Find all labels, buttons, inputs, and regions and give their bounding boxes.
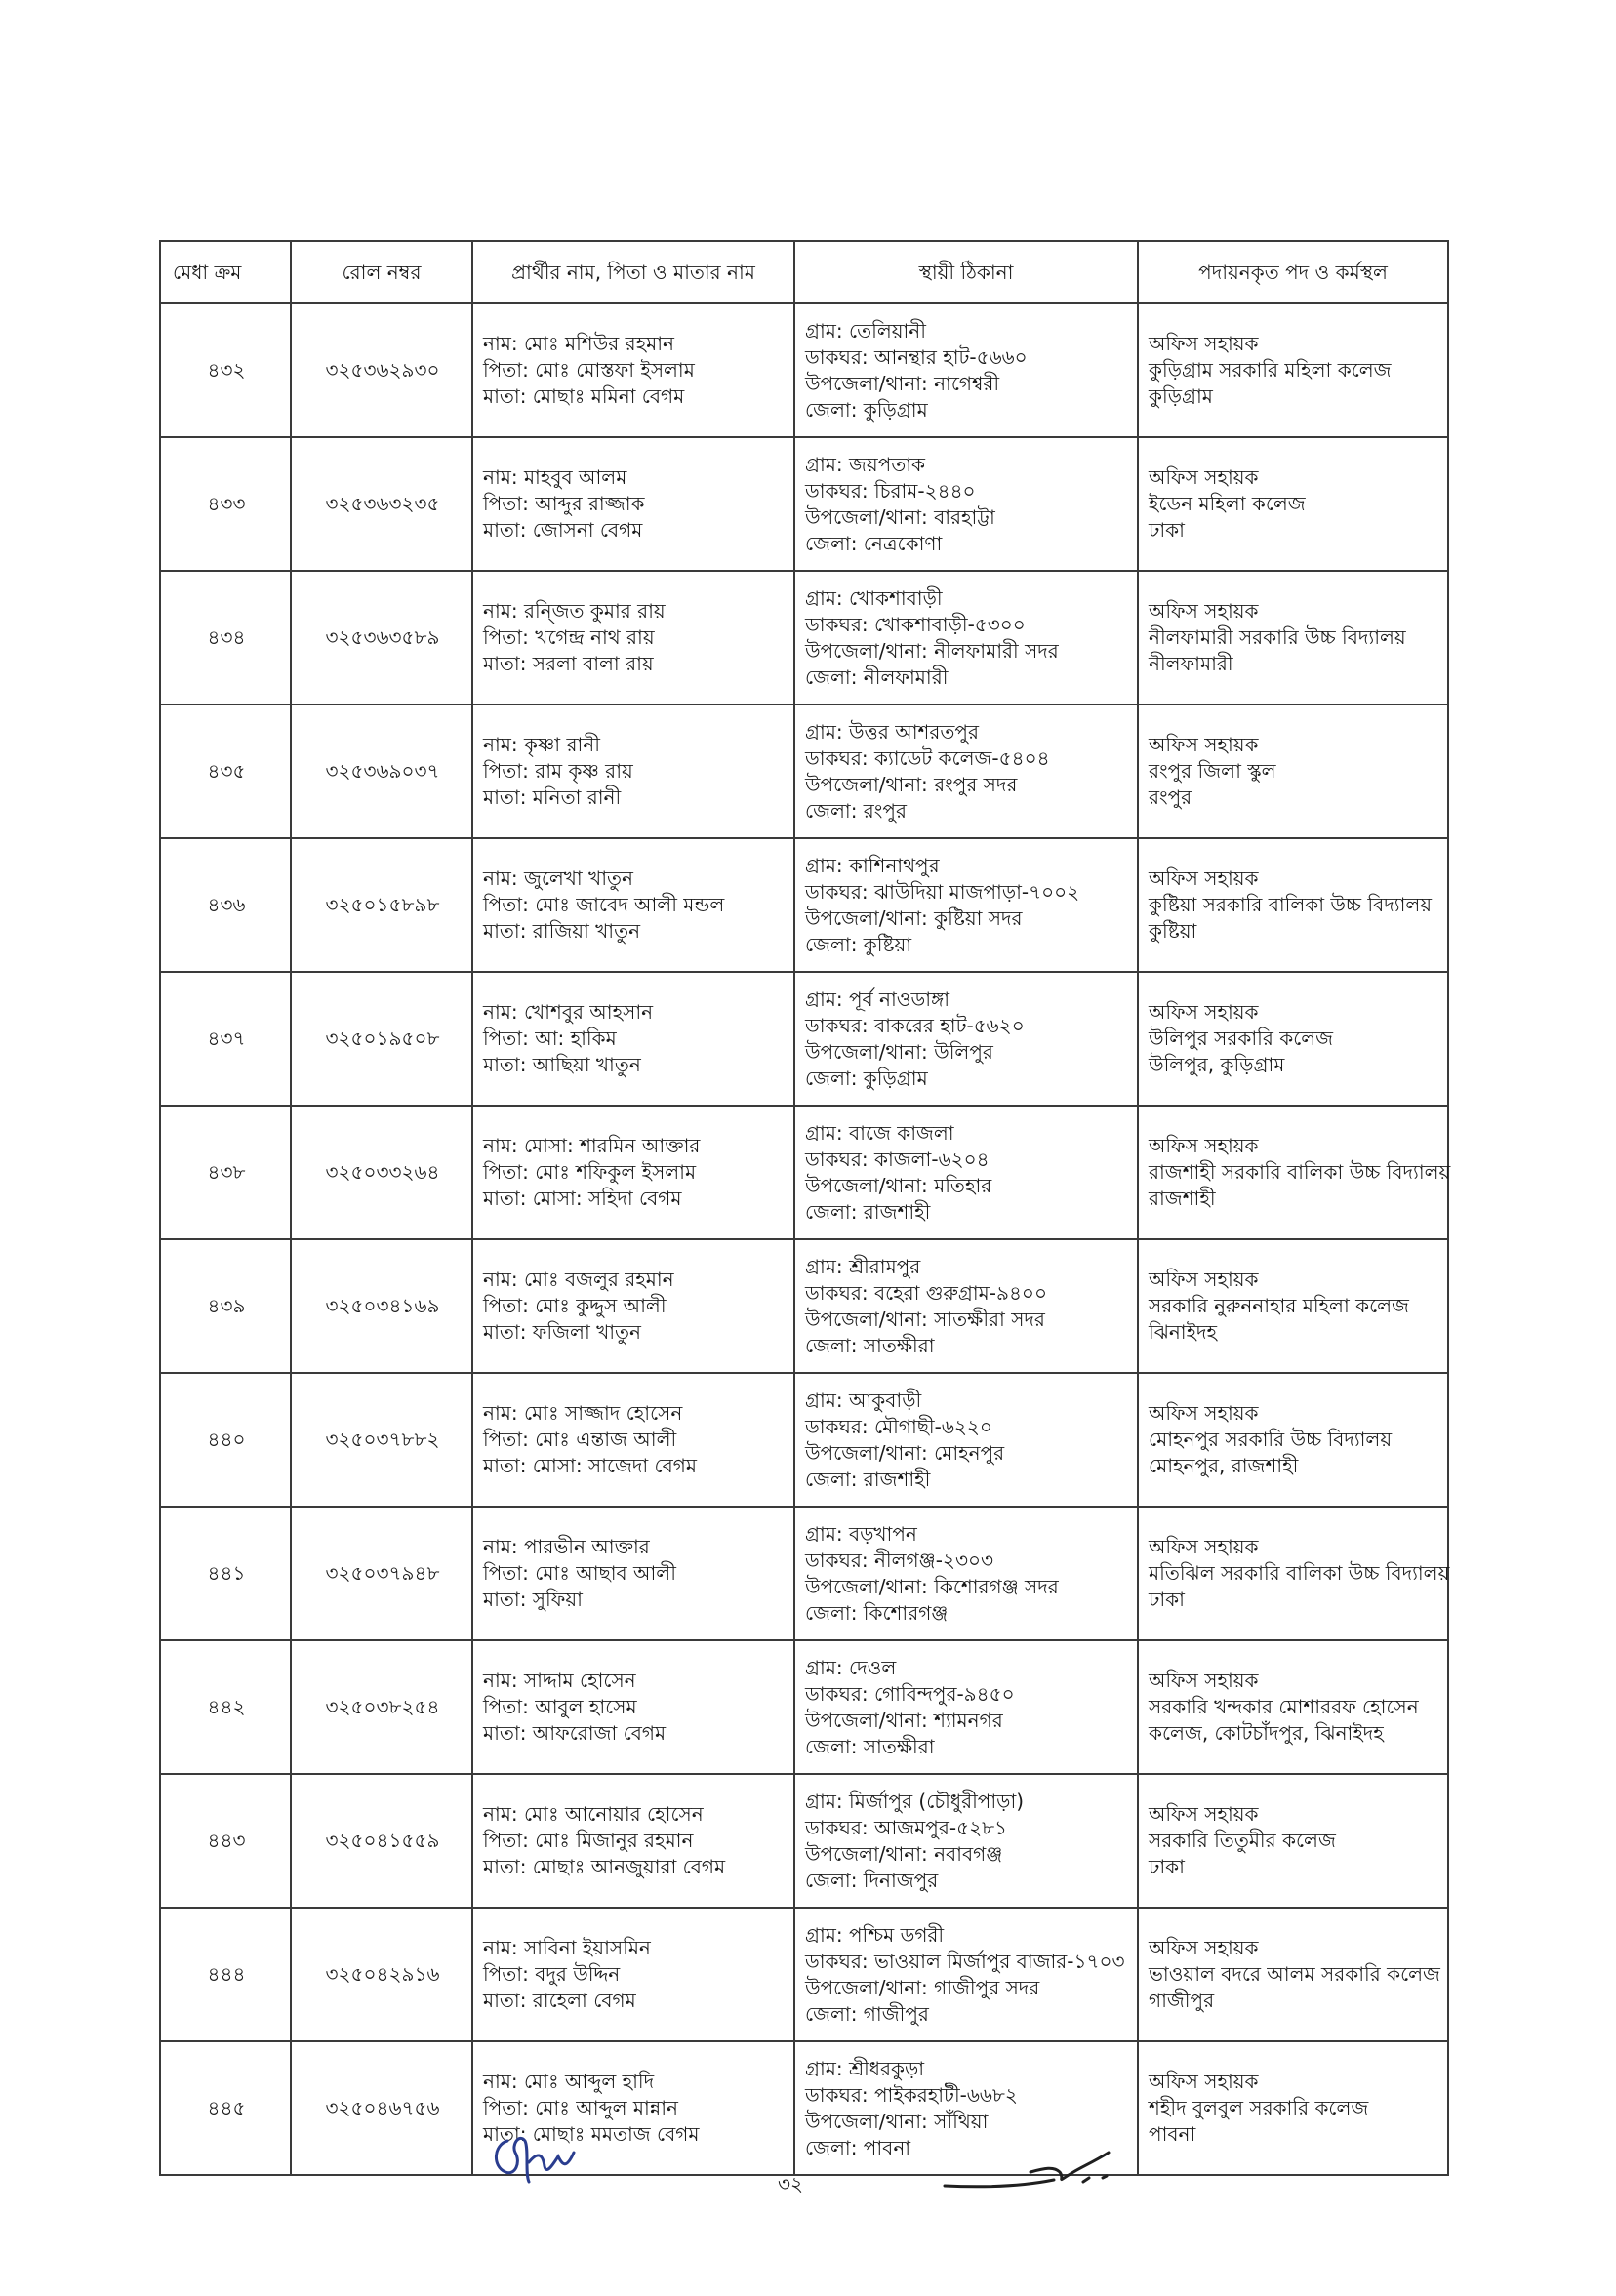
candidate-name-cell bbox=[472, 972, 794, 1106]
workplace-location: ঢাকা bbox=[1149, 1588, 1185, 1611]
roll-number-cell: ৩২৫৩৬৩২৩৫ bbox=[291, 437, 472, 571]
address-post-office: ডাকঘর: ঝাউদিয়া মাজপাড়া-৭০০২ bbox=[805, 879, 1080, 904]
candidate-name: নাম: মোঃ মশিউর রহমান bbox=[483, 332, 674, 355]
merit-rank-cell: ৪৩৭ bbox=[160, 972, 291, 1106]
post-title: অফিস সহায়ক bbox=[1149, 866, 1259, 890]
address-upazila: উপজেলা/থানা: শ্যামনগর bbox=[805, 1708, 1003, 1732]
table-row bbox=[160, 1640, 1448, 1774]
address-district: জেলা: পাবনা bbox=[805, 2135, 911, 2159]
workplace-name: সরকারি তিতুমীর কলেজ bbox=[1149, 1829, 1336, 1852]
permanent-address-cell bbox=[794, 303, 1138, 437]
address-village: গ্রাম: উত্তর আশরতপুর bbox=[805, 719, 979, 744]
roll-number-cell: ৩২৫৩৬৯০৩৭ bbox=[291, 705, 472, 838]
address-upazila: উপজেলা/থানা: মতিহার bbox=[805, 1173, 992, 1197]
post-title: অফিস সহায়ক bbox=[1149, 465, 1259, 489]
candidate-posting-table bbox=[159, 240, 1449, 2176]
address-upazila: উপজেলা/থানা: সাঁথিয়া bbox=[805, 2109, 989, 2133]
candidate-name-cell bbox=[472, 571, 794, 705]
merit-rank-cell: ৪৩৯ bbox=[160, 1239, 291, 1373]
workplace-name: ভাওয়াল বদরে আলম সরকারি কলেজ bbox=[1149, 1962, 1440, 1986]
permanent-address-cell bbox=[794, 972, 1138, 1106]
mother-name: মাতা: সুফিয়া bbox=[483, 1588, 583, 1611]
mother-name: মাতা: ফজিলা খাতুন bbox=[483, 1320, 641, 1344]
mother-name: মাতা: রাজিয়া খাতুন bbox=[483, 919, 641, 943]
posting-cell bbox=[1138, 1507, 1448, 1640]
mother-name: মাতা: মনিতা রানী bbox=[483, 785, 622, 809]
roll-number-cell: ৩২৫০৩৪১৬৯ bbox=[291, 1239, 472, 1373]
father-name: পিতা: মোঃ কুদ্দুস আলী bbox=[483, 1294, 667, 1317]
signature-initial-left bbox=[486, 2123, 593, 2192]
address-upazila: উপজেলা/থানা: নাগেশ্বরী bbox=[805, 371, 1000, 395]
mother-name: মাতা: রাহেলা বেগম bbox=[483, 1989, 636, 2012]
merit-rank-cell: ৪৩৬ bbox=[160, 838, 291, 972]
father-name: পিতা: মোঃ আব্দুল মান্নান bbox=[483, 2096, 678, 2119]
merit-rank-cell: ৪৪২ bbox=[160, 1640, 291, 1774]
workplace-location: মোহনপুর, রাজশাহী bbox=[1149, 1454, 1299, 1477]
candidate-name-cell bbox=[472, 1908, 794, 2041]
workplace-name: শহীদ বুলবুল সরকারি কলেজ bbox=[1149, 2096, 1369, 2119]
address-district: জেলা: সাতক্ষীরা bbox=[805, 1734, 935, 1758]
table-row bbox=[160, 2041, 1448, 2175]
roll-number-cell: ৩২৫০৪৬৭৫৬ bbox=[291, 2041, 472, 2175]
address-village: গ্রাম: মির্জাপুর (চৌধুরীপাড়া) bbox=[805, 1789, 1025, 1813]
roll-number-cell: ৩২৫০৪২৯১৬ bbox=[291, 1908, 472, 2041]
address-village: গ্রাম: শ্রীধরকুড়া bbox=[805, 2056, 925, 2080]
workplace-name: মতিঝিল সরকারি বালিকা উচ্চ বিদ্যালয় bbox=[1149, 1561, 1450, 1585]
workplace-name: মোহনপুর সরকারি উচ্চ বিদ্যালয় bbox=[1149, 1428, 1393, 1451]
mother-name: মাতা: মোছাঃ মমতাজ বেগম bbox=[483, 2122, 700, 2146]
address-post-office: ডাকঘর: খোকশাবাড়ী-৫৩০০ bbox=[805, 612, 1026, 636]
header-merit-rank: মেধা ক্রম bbox=[160, 241, 291, 303]
candidate-name: নাম: জুলেখা খাতুন bbox=[483, 866, 633, 890]
table-header-row bbox=[160, 241, 1448, 303]
address-post-office: ডাকঘর: চিরাম-২৪৪০ bbox=[805, 478, 976, 503]
post-title: অফিস সহায়ক bbox=[1149, 332, 1259, 355]
address-upazila: উপজেলা/থানা: নবাবগঞ্জ bbox=[805, 1841, 1003, 1866]
workplace-location: কলেজ, কোটচাঁদপুর, ঝিনাইদহ bbox=[1149, 1721, 1384, 1745]
address-village: গ্রাম: দেওল bbox=[805, 1655, 897, 1679]
father-name: পিতা: রাম কৃষ্ণ রায় bbox=[483, 759, 633, 783]
workplace-name: নীলফামারী সরকারি উচ্চ বিদ্যালয় bbox=[1149, 625, 1406, 649]
father-name: পিতা: মোঃ মোস্তফা ইসলাম bbox=[483, 358, 695, 382]
merit-rank-cell: ৪৪৩ bbox=[160, 1774, 291, 1908]
post-title: অফিস সহায়ক bbox=[1149, 1535, 1259, 1558]
address-district: জেলা: নেত্রকোণা bbox=[805, 531, 943, 555]
address-district: জেলা: রংপুর bbox=[805, 798, 907, 823]
address-district: জেলা: কিশোরগঞ্জ bbox=[805, 1600, 949, 1625]
table-row bbox=[160, 1106, 1448, 1239]
posting-cell bbox=[1138, 1239, 1448, 1373]
posting-cell bbox=[1138, 2041, 1448, 2175]
workplace-name: উলিপুর সরকারি কলেজ bbox=[1149, 1027, 1334, 1050]
posting-cell bbox=[1138, 571, 1448, 705]
merit-rank-cell: ৪৪০ bbox=[160, 1373, 291, 1507]
address-village: গ্রাম: আকুবাড়ী bbox=[805, 1388, 922, 1412]
address-upazila: উপজেলা/থানা: সাতক্ষীরা সদর bbox=[805, 1307, 1045, 1331]
post-title: অফিস সহায়ক bbox=[1149, 1802, 1259, 1826]
father-name: পিতা: বদুর উদ্দিন bbox=[483, 1962, 621, 1986]
post-title: অফিস সহায়ক bbox=[1149, 1000, 1259, 1024]
permanent-address-cell bbox=[794, 1106, 1138, 1239]
father-name: পিতা: মোঃ আছাব আলী bbox=[483, 1561, 676, 1585]
workplace-location: উলিপুর, কুড়িগ্রাম bbox=[1149, 1053, 1285, 1076]
permanent-address-cell bbox=[794, 1239, 1138, 1373]
mother-name: মাতা: আফরোজা বেগম bbox=[483, 1721, 667, 1745]
candidate-name: নাম: মোঃ আনোয়ার হোসেন bbox=[483, 1802, 704, 1826]
address-upazila: উপজেলা/থানা: মোহনপুর bbox=[805, 1440, 1005, 1465]
candidate-name: নাম: মোসা: শারমিন আক্তার bbox=[483, 1134, 701, 1157]
posting-cell bbox=[1138, 1373, 1448, 1507]
address-post-office: ডাকঘর: কাজলা-৬২০৪ bbox=[805, 1147, 990, 1171]
header-roll-number: রোল নম্বর bbox=[291, 241, 472, 303]
permanent-address-cell bbox=[794, 1640, 1138, 1774]
address-district: জেলা: কুড়িগ্রাম bbox=[805, 397, 928, 422]
header-candidate-name: প্রার্থীর নাম, পিতা ও মাতার নাম bbox=[472, 241, 794, 303]
father-name: পিতা: মোঃ এন্তাজ আলী bbox=[483, 1428, 677, 1451]
address-village: গ্রাম: বাজে কাজলা bbox=[805, 1120, 954, 1145]
post-title: অফিস সহায়ক bbox=[1149, 2070, 1259, 2093]
workplace-location: নীলফামারী bbox=[1149, 652, 1233, 675]
address-village: গ্রাম: পূর্ব নাওডাঙ্গা bbox=[805, 987, 950, 1011]
candidate-name-cell bbox=[472, 1373, 794, 1507]
father-name: পিতা: খগেন্দ্র নাথ রায় bbox=[483, 625, 655, 649]
candidate-name-cell bbox=[472, 1106, 794, 1239]
posting-cell bbox=[1138, 838, 1448, 972]
header-permanent-address: স্থায়ী ঠিকানা bbox=[794, 241, 1138, 303]
address-post-office: ডাকঘর: বহেরা গুরুগ্রাম-৯৪০০ bbox=[805, 1280, 1047, 1305]
father-name: পিতা: আবুল হাসেম bbox=[483, 1695, 637, 1718]
table-row bbox=[160, 437, 1448, 571]
mother-name: মাতা: জোসনা বেগম bbox=[483, 518, 643, 542]
address-post-office: ডাকঘর: বাকরের হাট-৫৬২০ bbox=[805, 1013, 1025, 1037]
address-village: গ্রাম: শ্রীরামপুর bbox=[805, 1254, 921, 1278]
roll-number-cell: ৩২৫৩৬২৯৩০ bbox=[291, 303, 472, 437]
posting-cell bbox=[1138, 972, 1448, 1106]
permanent-address-cell bbox=[794, 571, 1138, 705]
father-name: পিতা: আব্দুর রাজ্জাক bbox=[483, 492, 645, 515]
candidate-name: নাম: মাহবুব আলম bbox=[483, 465, 627, 489]
address-district: জেলা: কুড়িগ্রাম bbox=[805, 1066, 928, 1090]
candidate-name-cell bbox=[472, 1507, 794, 1640]
posting-cell bbox=[1138, 437, 1448, 571]
workplace-name: সরকারি খন্দকার মোশাররফ হোসেন bbox=[1149, 1695, 1419, 1718]
table-row bbox=[160, 303, 1448, 437]
workplace-location: গাজীপুর bbox=[1149, 1989, 1215, 2012]
address-village: গ্রাম: জয়পতাক bbox=[805, 452, 926, 476]
workplace-name: রংপুর জিলা স্কুল bbox=[1149, 759, 1276, 783]
page-number: ৩২ bbox=[777, 2172, 803, 2195]
address-post-office: ডাকঘর: নীলগঞ্জ-২৩০৩ bbox=[805, 1548, 993, 1572]
table-body bbox=[160, 303, 1451, 2175]
signature-right bbox=[937, 2143, 1142, 2201]
workplace-name: কুষ্টিয়া সরকারি বালিকা উচ্চ বিদ্যালয় bbox=[1149, 893, 1433, 916]
workplace-location: রংপুর bbox=[1149, 785, 1192, 809]
workplace-location: ঢাকা bbox=[1149, 518, 1185, 542]
address-post-office: ডাকঘর: আজমপুর-৫২৮১ bbox=[805, 1815, 1008, 1839]
address-upazila: উপজেলা/থানা: রংপুর সদর bbox=[805, 772, 1018, 796]
address-district: জেলা: নীলফামারী bbox=[805, 665, 949, 689]
merit-rank-cell: ৪৪১ bbox=[160, 1507, 291, 1640]
permanent-address-cell bbox=[794, 437, 1138, 571]
posting-cell bbox=[1138, 1640, 1448, 1774]
table-row bbox=[160, 838, 1448, 972]
address-district: জেলা: কুষ্টিয়া bbox=[805, 932, 912, 956]
address-village: গ্রাম: খোকশাবাড়ী bbox=[805, 585, 943, 610]
address-post-office: ডাকঘর: পাইকরহাটী-৬৬৮২ bbox=[805, 2082, 1018, 2107]
address-district: জেলা: রাজশাহী bbox=[805, 1467, 931, 1491]
roll-number-cell: ৩২৫০১৫৮৯৮ bbox=[291, 838, 472, 972]
mother-name: মাতা: আছিয়া খাতুন bbox=[483, 1053, 641, 1076]
table-row bbox=[160, 705, 1448, 838]
address-village: গ্রাম: বড়খাপন bbox=[805, 1521, 917, 1546]
father-name: পিতা: মোঃ মিজানুর রহমান bbox=[483, 1829, 694, 1852]
father-name: পিতা: মোঃ শফিকুল ইসলাম bbox=[483, 1160, 697, 1184]
father-name: পিতা: আ: হাকিম bbox=[483, 1027, 617, 1050]
posting-cell bbox=[1138, 1908, 1448, 2041]
post-title: অফিস সহায়ক bbox=[1149, 1936, 1259, 1959]
address-district: জেলা: গাজীপুর bbox=[805, 2001, 929, 2026]
posting-cell bbox=[1138, 1774, 1448, 1908]
workplace-location: পাবনা bbox=[1149, 2122, 1196, 2146]
merit-rank-cell: ৪৩২ bbox=[160, 303, 291, 437]
workplace-name: সরকারি নুরুননাহার মহিলা কলেজ bbox=[1149, 1294, 1409, 1317]
candidate-name-cell bbox=[472, 705, 794, 838]
table-row bbox=[160, 972, 1448, 1106]
address-post-office: ডাকঘর: মৌগাছী-৬২২০ bbox=[805, 1414, 992, 1438]
post-title: অফিস সহায়ক bbox=[1149, 1401, 1259, 1425]
table-row bbox=[160, 571, 1448, 705]
candidate-name: নাম: মোঃ সাজ্জাদ হোসেন bbox=[483, 1401, 683, 1425]
address-upazila: উপজেলা/থানা: গাজীপুর সদর bbox=[805, 1975, 1040, 1999]
table-row bbox=[160, 1373, 1448, 1507]
post-title: অফিস সহায়ক bbox=[1149, 599, 1259, 623]
workplace-location: কুষ্টিয়া bbox=[1149, 919, 1197, 943]
address-district: জেলা: রাজশাহী bbox=[805, 1199, 931, 1224]
header-post-and-workplace: পদায়নকৃত পদ ও কর্মস্থল bbox=[1138, 241, 1448, 303]
permanent-address-cell bbox=[794, 1908, 1138, 2041]
candidate-name: নাম: মোঃ বজলুর রহমান bbox=[483, 1268, 674, 1291]
table-row bbox=[160, 1239, 1448, 1373]
address-village: গ্রাম: তেলিয়ানী bbox=[805, 318, 926, 342]
merit-rank-cell: ৪৩৫ bbox=[160, 705, 291, 838]
workplace-location: ঝিনাইদহ bbox=[1149, 1320, 1218, 1344]
roll-number-cell: ৩২৫০৩৭৯৪৮ bbox=[291, 1507, 472, 1640]
roll-number-cell: ৩২৫০৩৮২৫৪ bbox=[291, 1640, 472, 1774]
candidate-name: নাম: রন্জিত কুমার রায় bbox=[483, 599, 666, 623]
mother-name: মাতা: সরলা বালা রায় bbox=[483, 652, 654, 675]
address-post-office: ডাকঘর: গোবিন্দপুর-৯৪৫০ bbox=[805, 1681, 1015, 1706]
address-upazila: উপজেলা/থানা: নীলফামারী সদর bbox=[805, 638, 1059, 663]
roll-number-cell: ৩২৫০১৯৫০৮ bbox=[291, 972, 472, 1106]
address-village: গ্রাম: পশ্চিম ডগরী bbox=[805, 1922, 945, 1947]
merit-rank-cell: ৪৩৩ bbox=[160, 437, 291, 571]
merit-rank-cell: ৪৩৮ bbox=[160, 1106, 291, 1239]
merit-rank-cell: ৪৪৪ bbox=[160, 1908, 291, 2041]
mother-name: মাতা: মোছাঃ মমিনা বেগম bbox=[483, 384, 685, 408]
candidate-name-cell bbox=[472, 437, 794, 571]
roll-number-cell: ৩২৫৩৬৩৫৮৯ bbox=[291, 571, 472, 705]
address-post-office: ডাকঘর: ভাওয়াল মির্জাপুর বাজার-১৭০৩ bbox=[805, 1949, 1125, 1973]
address-district: জেলা: সাতক্ষীরা bbox=[805, 1333, 935, 1357]
roll-number-cell: ৩২৫০৩৩২৬৪ bbox=[291, 1106, 472, 1239]
merit-rank-cell: ৪৩৪ bbox=[160, 571, 291, 705]
address-post-office: ডাকঘর: আনন্থার হাট-৫৬৬০ bbox=[805, 344, 1028, 369]
address-upazila: উপজেলা/থানা: কুষ্টিয়া সদর bbox=[805, 906, 1023, 930]
posting-cell bbox=[1138, 705, 1448, 838]
table-row bbox=[160, 1507, 1448, 1640]
father-name: পিতা: মোঃ জাবেদ আলী মন্ডল bbox=[483, 893, 725, 916]
table-row bbox=[160, 1774, 1448, 1908]
workplace-name: কুড়িগ্রাম সরকারি মহিলা কলেজ bbox=[1149, 358, 1392, 382]
address-district: জেলা: দিনাজপুর bbox=[805, 1868, 939, 1892]
mother-name: মাতা: মোসা: সহিদা বেগম bbox=[483, 1187, 682, 1210]
merit-rank-cell: ৪৪৫ bbox=[160, 2041, 291, 2175]
permanent-address-cell bbox=[794, 1774, 1138, 1908]
workplace-location: কুড়িগ্রাম bbox=[1149, 384, 1213, 408]
workplace-location: ঢাকা bbox=[1149, 1855, 1185, 1878]
post-title: অফিস সহায়ক bbox=[1149, 733, 1259, 756]
workplace-name: ইডেন মহিলা কলেজ bbox=[1149, 492, 1306, 515]
candidate-name: নাম: কৃষ্ণা রানী bbox=[483, 733, 600, 756]
permanent-address-cell bbox=[794, 1373, 1138, 1507]
permanent-address-cell bbox=[794, 705, 1138, 838]
candidate-name-cell bbox=[472, 1640, 794, 1774]
candidate-name: নাম: পারভীন আক্তার bbox=[483, 1535, 650, 1558]
address-upazila: উপজেলা/থানা: উলিপুর bbox=[805, 1039, 993, 1064]
post-title: অফিস সহায়ক bbox=[1149, 1669, 1259, 1692]
candidate-name: নাম: সাবিনা ইয়াসমিন bbox=[483, 1936, 651, 1959]
address-post-office: ডাকঘর: ক্যাডেট কলেজ-৫৪০৪ bbox=[805, 745, 1050, 770]
posting-cell bbox=[1138, 303, 1448, 437]
address-upazila: উপজেলা/থানা: বারহাট্টা bbox=[805, 504, 995, 529]
candidate-name-cell bbox=[472, 1239, 794, 1373]
candidate-name: নাম: সাদ্দাম হোসেন bbox=[483, 1669, 636, 1692]
posting-cell bbox=[1138, 1106, 1451, 1239]
workplace-location: রাজশাহী bbox=[1149, 1187, 1216, 1210]
candidate-name: নাম: খোশবুর আহসান bbox=[483, 1000, 654, 1024]
post-title: অফিস সহায়ক bbox=[1149, 1134, 1259, 1157]
table-row bbox=[160, 1908, 1448, 2041]
roll-number-cell: ৩২৫০৩৭৮৮২ bbox=[291, 1373, 472, 1507]
candidate-name-cell bbox=[472, 303, 794, 437]
candidate-name: নাম: মোঃ আব্দুল হাদি bbox=[483, 2070, 655, 2093]
roll-number-cell: ৩২৫০৪১৫৫৯ bbox=[291, 1774, 472, 1908]
address-village: গ্রাম: কাশিনাথপুর bbox=[805, 853, 940, 877]
mother-name: মাতা: মোছাঃ আনজুয়ারা বেগম bbox=[483, 1855, 726, 1878]
candidate-name-cell bbox=[472, 838, 794, 972]
address-upazila: উপজেলা/থানা: কিশোরগঞ্জ সদর bbox=[805, 1574, 1059, 1598]
permanent-address-cell bbox=[794, 1507, 1138, 1640]
workplace-name: রাজশাহী সরকারি বালিকা উচ্চ বিদ্যালয় bbox=[1149, 1160, 1451, 1184]
mother-name: মাতা: মোসা: সাজেদা বেগম bbox=[483, 1454, 697, 1477]
post-title: অফিস সহায়ক bbox=[1149, 1268, 1259, 1291]
permanent-address-cell bbox=[794, 838, 1138, 972]
candidate-name-cell bbox=[472, 1774, 794, 1908]
